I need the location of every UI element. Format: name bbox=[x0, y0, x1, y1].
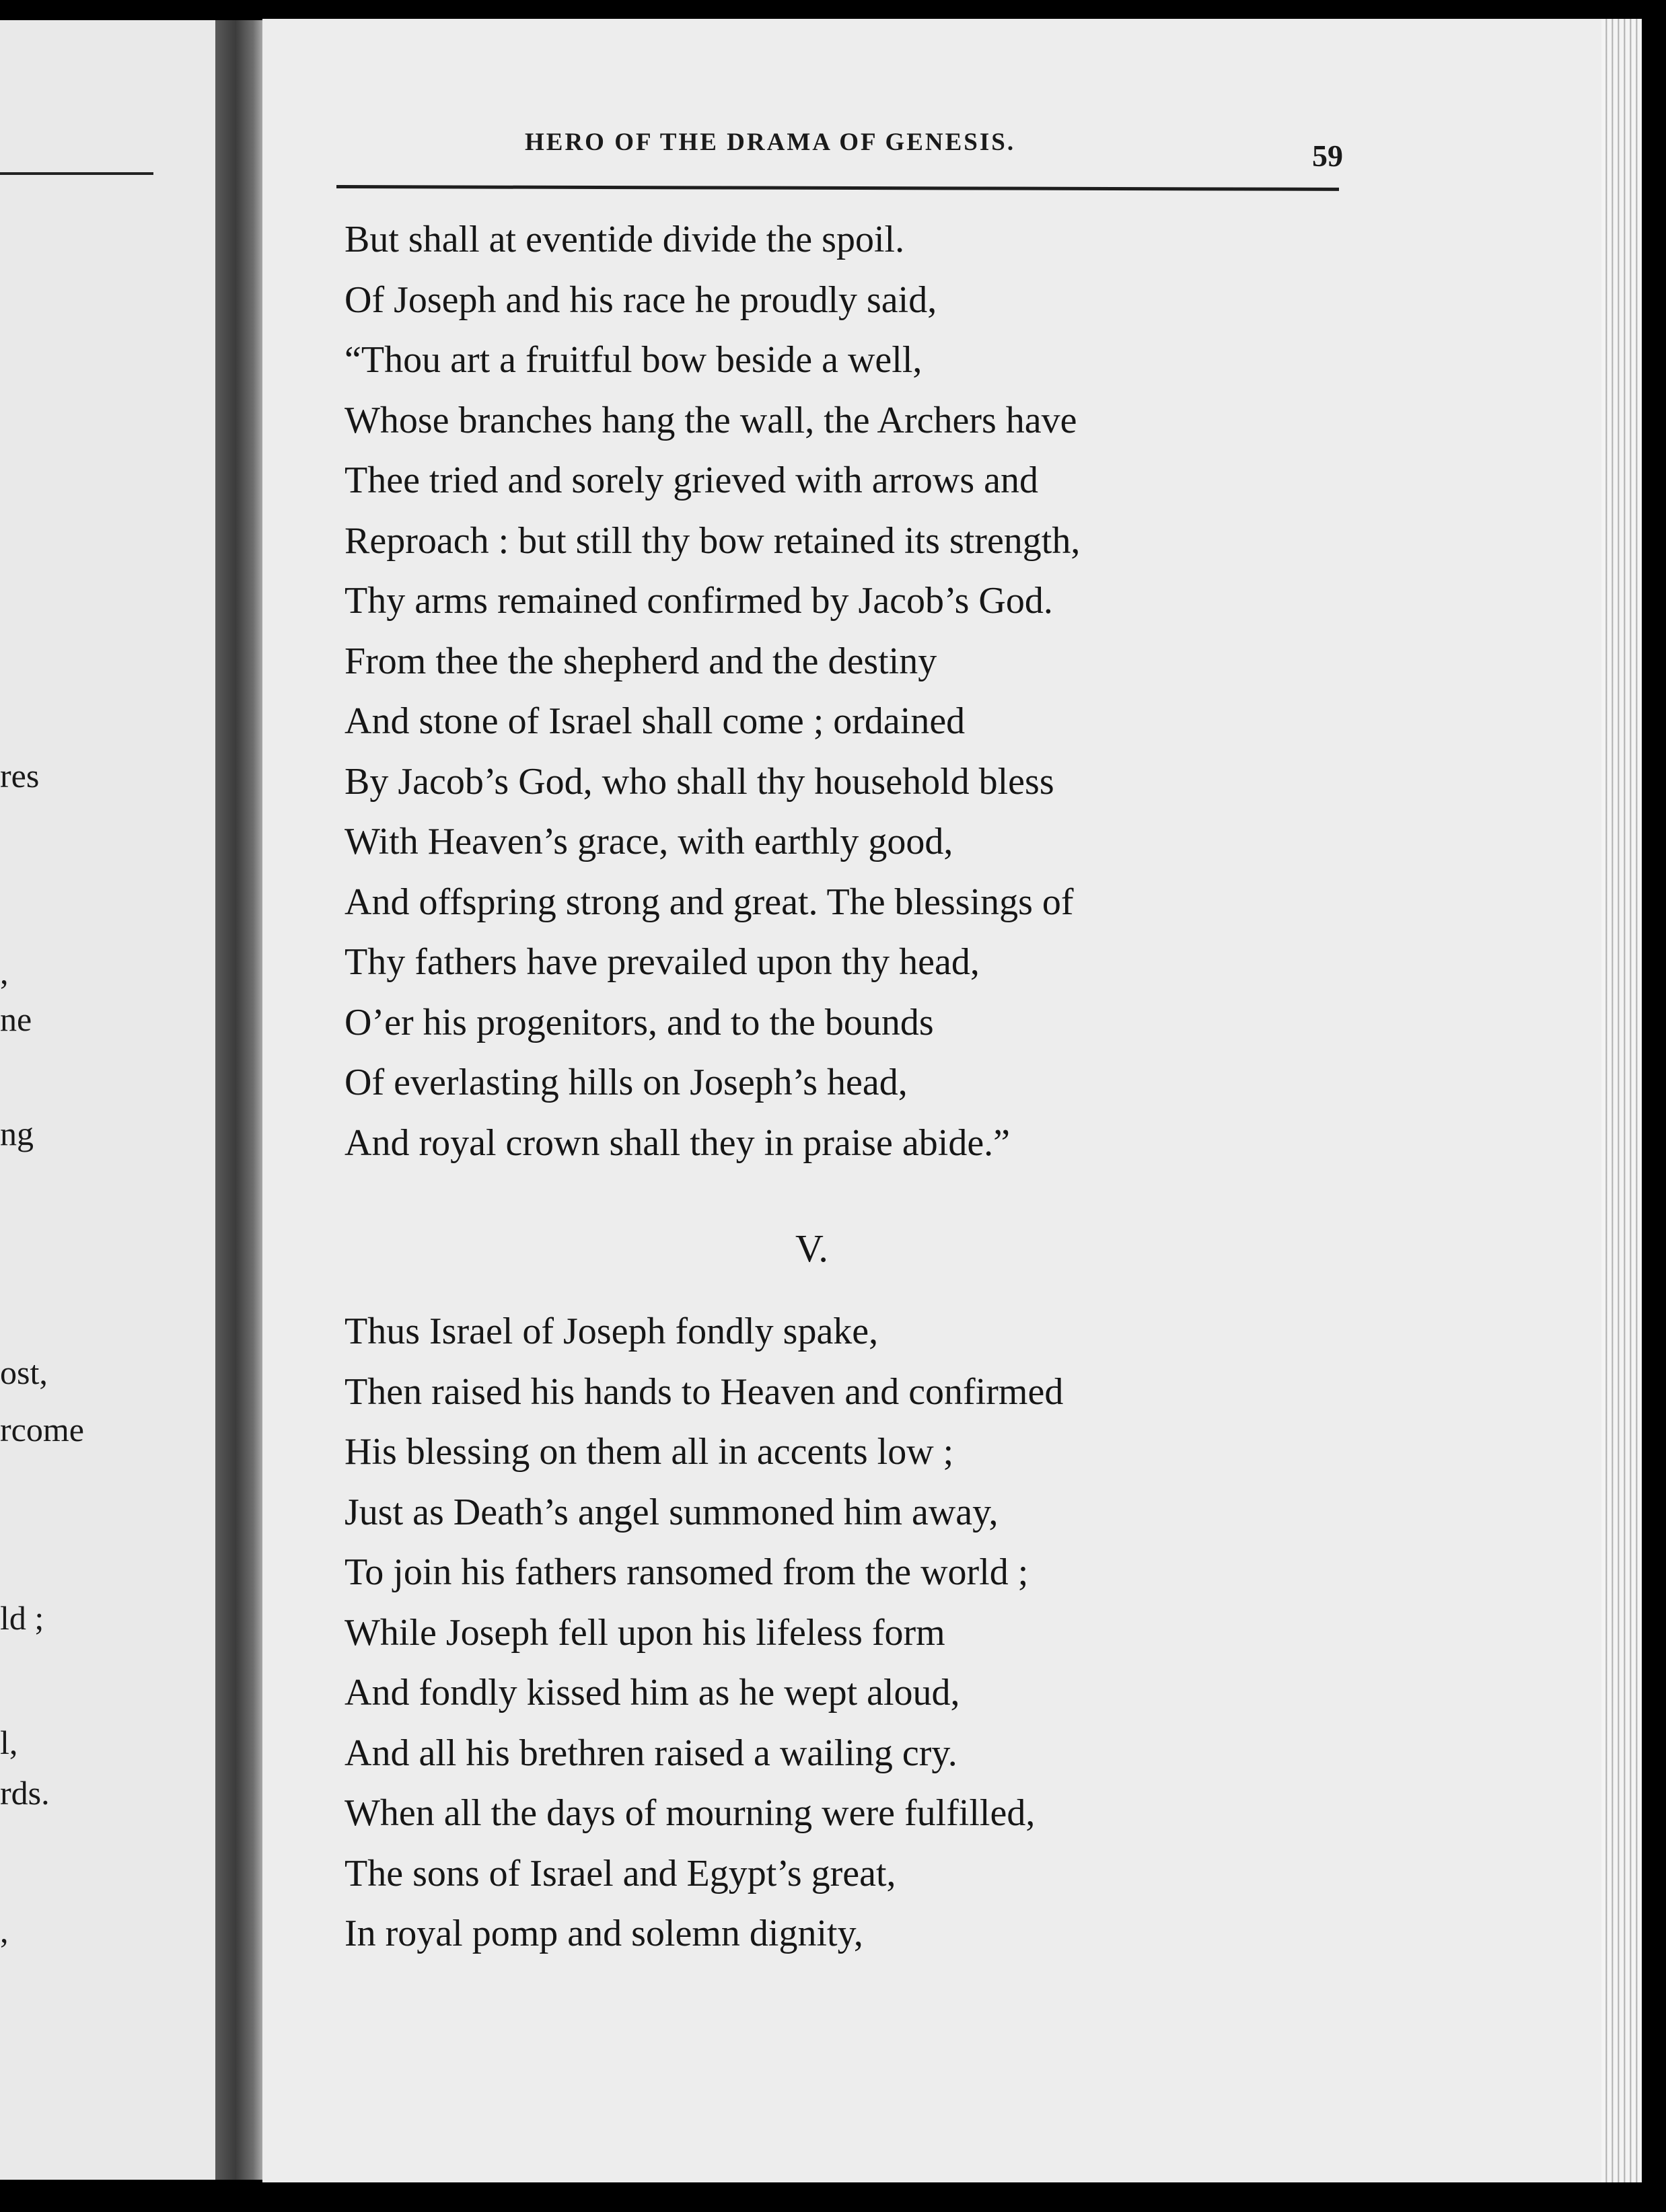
left-page-fragment: rcome bbox=[0, 1411, 84, 1448]
verse-line: Of everlasting hills on Joseph’s head, bbox=[345, 1062, 908, 1103]
left-page-fragment: rds. bbox=[0, 1774, 50, 1812]
verse-line: Just as Death’s angel summoned him away, bbox=[345, 1491, 999, 1533]
verse-line: “Thou art a fruitful bow beside a well, bbox=[345, 339, 922, 381]
verse-line: Whose branches hang the wall, the Archers have bbox=[345, 399, 1077, 441]
verse-line: And all his brethren raised a wailing cry. bbox=[345, 1732, 957, 1774]
left-page-fragment: , bbox=[0, 953, 9, 991]
book-gutter bbox=[215, 20, 266, 2180]
verse-line: While Joseph fell upon his lifeless form bbox=[345, 1611, 945, 1654]
verse-line: And offspring strong and great. The blessings of bbox=[345, 881, 1074, 923]
verse-line: To join his fathers ransomed from the world ; bbox=[345, 1551, 1029, 1593]
verse-line: Then raised his hands to Heaven and confirmed bbox=[345, 1370, 1064, 1413]
left-page-fragment: ld ; bbox=[0, 1599, 44, 1637]
verse-line: Thy arms remained confirmed by Jacob’s God. bbox=[345, 580, 1053, 622]
verse-line: Reproach : but still thy bow retained its strength, bbox=[345, 519, 1081, 562]
verse-line: And stone of Israel shall come ; ordained bbox=[345, 700, 966, 742]
verse-line: Thee tried and sorely grieved with arrows and bbox=[345, 459, 1038, 501]
verse-line: And royal crown shall they in praise abide.” bbox=[345, 1121, 1011, 1164]
running-title: HERO OF THE DRAMA OF GENESIS. bbox=[525, 128, 1016, 156]
left-page-fragment: l, bbox=[0, 1724, 18, 1761]
page-edges bbox=[1601, 19, 1642, 2182]
section-numeral: V. bbox=[795, 1226, 828, 1270]
left-page-fragment: res bbox=[0, 757, 40, 795]
verse-line: And fondly kissed him as he wept aloud, bbox=[345, 1672, 960, 1713]
left-page-fragment: ne bbox=[0, 1000, 32, 1038]
verse-line: From thee the shepherd and the destiny bbox=[345, 640, 937, 682]
verse-line: His blessing on them all in accents low ; bbox=[345, 1431, 954, 1473]
verse-line: Of Joseph and his race he proudly said, bbox=[345, 279, 937, 321]
left-page-fragment: ost, bbox=[0, 1354, 48, 1391]
left-page-rule bbox=[0, 172, 153, 175]
verse-line: By Jacob’s God, who shall thy household bless bbox=[345, 760, 1054, 803]
verse-line: But shall at eventide divide the spoil. bbox=[345, 219, 905, 260]
stanza-section-v bbox=[345, 1302, 1063, 1964]
left-facing-page bbox=[0, 20, 225, 2180]
verse-line: Thy fathers have prevailed upon thy head, bbox=[345, 941, 980, 983]
verse-line: When all the days of mourning were fulfilled, bbox=[345, 1792, 1036, 1834]
left-page-fragment: , bbox=[0, 1912, 9, 1950]
verse-line: In royal pomp and solemn dignity, bbox=[345, 1913, 863, 1954]
verse-line: Thus Israel of Joseph fondly spake, bbox=[345, 1311, 879, 1352]
left-page-fragment: ng bbox=[0, 1115, 34, 1152]
verse-line: The sons of Israel and Egypt’s great, bbox=[345, 1852, 896, 1894]
page-number: 59 bbox=[1312, 139, 1343, 173]
verse-line: With Heaven’s grace, with earthly good, bbox=[345, 821, 953, 862]
stanza-continued bbox=[345, 210, 1080, 1173]
verse-line: O’er his progenitors, and to the bounds bbox=[345, 1001, 934, 1043]
